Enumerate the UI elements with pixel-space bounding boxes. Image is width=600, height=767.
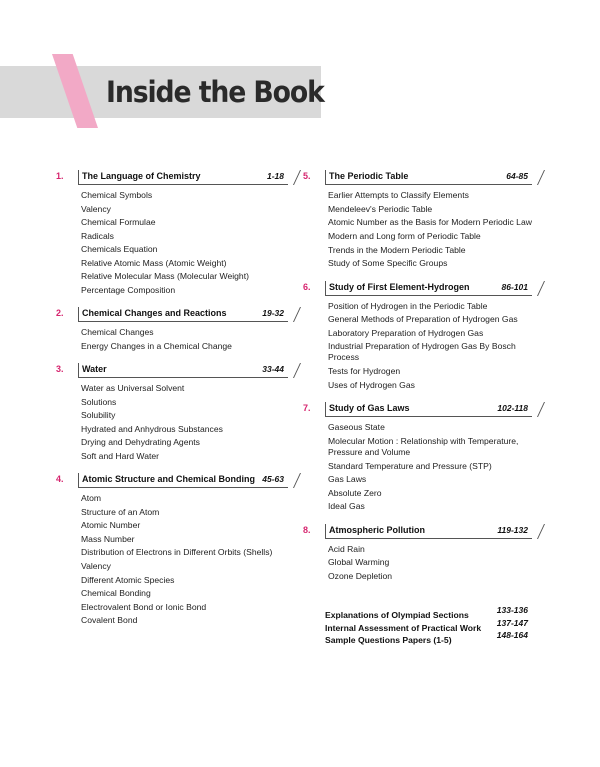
topic-list — [328, 300, 532, 393]
topic-item: Mendeleev's Periodic Table — [328, 203, 433, 214]
chapter-number: 2. — [56, 308, 64, 318]
topic-item: Earlier Attempts to Classify Elements — [328, 190, 469, 200]
chapter-title-box — [78, 363, 288, 378]
chapter-title: Study of First Element-Hydrogen — [329, 281, 470, 292]
topic-item: Solutions — [81, 396, 117, 407]
contents-left-column — [56, 170, 288, 638]
topic-item: Atom — [81, 493, 102, 503]
topic-item: Atomic Number as the Basis for Modern Periodic Law — [328, 217, 532, 227]
topic-item: Energy Changes in a Chemical Change — [81, 340, 232, 351]
topic-item: Chemical Changes — [81, 327, 154, 337]
chapter-number: 5. — [303, 171, 311, 181]
topic-item: Gaseous State — [328, 422, 385, 432]
topic-item: Standard Temperature and Pressure (STP) — [328, 460, 492, 471]
extra-section-label: Internal Assessment of Practical Work — [325, 622, 482, 633]
topic-list — [328, 421, 532, 514]
chapter-heading — [56, 473, 288, 488]
chapter-number: 7. — [303, 403, 311, 413]
chapter-pages: 45-63 — [262, 474, 284, 484]
chapter — [56, 307, 288, 353]
topic-item: Ozone Depletion — [328, 570, 393, 581]
chapter-pages: 1-18 — [266, 171, 284, 181]
chapter-heading — [56, 363, 288, 378]
chapter-pages: 33-44 — [262, 364, 284, 374]
topic-item: Molecular Motion : Relationship with Temperature, Pressure and Volume — [328, 435, 519, 457]
topic-item: Absolute Zero — [328, 487, 382, 498]
topic-item: Hydrated and Anhydrous Substances — [81, 423, 223, 434]
topic-item: Radicals — [81, 230, 114, 241]
chapter-title-box — [78, 307, 288, 322]
extra-section-label: Explanations of Olympiad Sections — [325, 610, 469, 620]
chapter-number: 4. — [56, 474, 64, 484]
chapter-title: Chemical Changes and Reactions — [82, 308, 227, 318]
topic-item: Study of Some Specific Groups — [328, 258, 448, 268]
topic-item: Chemical Bonding — [81, 588, 151, 598]
topic-item: Modern and Long form of Periodic Table — [328, 231, 481, 241]
topic-item: Trends in the Modern Periodic Table — [328, 244, 466, 255]
chapter-title: Atmospheric Pollution — [329, 524, 426, 535]
chapter — [56, 363, 288, 463]
chapter-title: The Periodic Table — [329, 171, 409, 181]
chapter-title-box — [325, 170, 532, 185]
extra-section-pages: 133-136 — [496, 605, 528, 615]
topic-list — [81, 492, 288, 628]
topic-item: Tests for Hydrogen — [328, 366, 401, 376]
chapter-title: Water — [82, 364, 107, 374]
chapter — [303, 170, 532, 271]
topic-item: Atomic Number — [81, 520, 141, 530]
chapter-pages: 119-132 — [497, 524, 528, 535]
topic-item: Percentage Composition — [81, 284, 176, 295]
topic-item: Industrial Preparation of Hydrogen Gas By Bosch Process — [328, 341, 516, 362]
topic-item: Position of Hydrogen in the Periodic Table — [328, 300, 488, 311]
topic-list — [81, 326, 288, 353]
chapter-title-box — [325, 524, 532, 539]
extra-section-row — [325, 605, 532, 618]
chapter-title: Atomic Structure and Chemical Bonding — [82, 474, 256, 484]
chapter-pages: 19-32 — [262, 308, 284, 318]
topic-item: Distribution of Electrons in Different Orbits (Shells) — [81, 547, 273, 557]
topic-item: Solubility — [81, 410, 116, 420]
topic-item: Electrovalent Bond or Ionic Bond — [81, 601, 207, 612]
chapter-number: 1. — [56, 171, 64, 181]
chapter — [56, 473, 288, 628]
chapter-title-box — [78, 170, 288, 185]
chapter-title-box — [325, 402, 532, 417]
extra-section-row — [325, 630, 532, 643]
chapter-pages: 64-85 — [506, 171, 528, 181]
chapter-number: 3. — [56, 364, 64, 374]
topic-item: Gas Laws — [328, 474, 367, 484]
chapter-pages: 86-101 — [501, 281, 528, 292]
chapter-heading — [56, 170, 288, 185]
chapter-title-box — [325, 281, 532, 296]
topic-item: Water as Universal Solvent — [81, 383, 185, 393]
page-title: Inside the Book — [106, 75, 324, 109]
topic-list — [81, 382, 288, 463]
topic-item: Chemical Symbols — [81, 190, 153, 200]
topic-list — [328, 189, 532, 271]
chapter-heading — [56, 307, 288, 322]
chapter-pages: 102-118 — [497, 403, 528, 413]
chapter-title: Study of Gas Laws — [329, 403, 410, 413]
topic-item: Relative Atomic Mass (Atomic Weight) — [81, 257, 227, 268]
topic-item: Global Warming — [328, 557, 390, 567]
topic-item: Valency — [81, 203, 111, 214]
topic-item: Valency — [81, 561, 111, 571]
extra-section-pages: 148-164 — [496, 630, 528, 640]
chapter-heading — [303, 402, 532, 417]
topic-item: Covalent Bond — [81, 615, 138, 625]
topic-item: Uses of Hydrogen Gas — [328, 379, 415, 390]
topic-item: Structure of an Atom — [81, 506, 160, 517]
chapter — [56, 170, 288, 297]
topic-item: Acid Rain — [328, 543, 365, 554]
topic-item: Ideal Gas — [328, 501, 365, 511]
chapter — [303, 402, 532, 514]
contents-right-column — [303, 170, 532, 643]
chapter-number: 6. — [303, 281, 311, 292]
topic-item: Laboratory Preparation of Hydrogen Gas — [328, 327, 484, 338]
topic-item: Relative Molecular Mass (Molecular Weight) — [81, 271, 249, 281]
topic-list — [328, 543, 532, 584]
chapter-title: The Language of Chemistry — [82, 171, 201, 181]
extra-section-pages: 137-147 — [496, 617, 528, 628]
chapter — [303, 524, 532, 584]
chapter-heading — [303, 170, 532, 185]
topic-item: General Methods of Preparation of Hydrogen Gas — [328, 314, 518, 324]
chapter — [303, 281, 532, 393]
extra-sections — [325, 605, 532, 643]
chapter-heading — [303, 524, 532, 539]
chapter-number: 8. — [303, 524, 311, 535]
extra-section-label: Sample Questions Papers (1-5) — [325, 635, 452, 645]
topic-item: Mass Number — [81, 533, 135, 544]
topic-item: Soft and Hard Water — [81, 450, 160, 461]
chapter-heading — [303, 281, 532, 296]
extra-section-row — [325, 618, 532, 631]
topic-item: Drying and Dehydrating Agents — [81, 437, 200, 447]
topic-item: Chemicals Equation — [81, 244, 158, 254]
topic-item: Chemical Formulae — [81, 217, 156, 227]
topic-item: Different Atomic Species — [81, 574, 175, 585]
chapter-title-box — [78, 473, 288, 488]
topic-list — [81, 189, 288, 297]
